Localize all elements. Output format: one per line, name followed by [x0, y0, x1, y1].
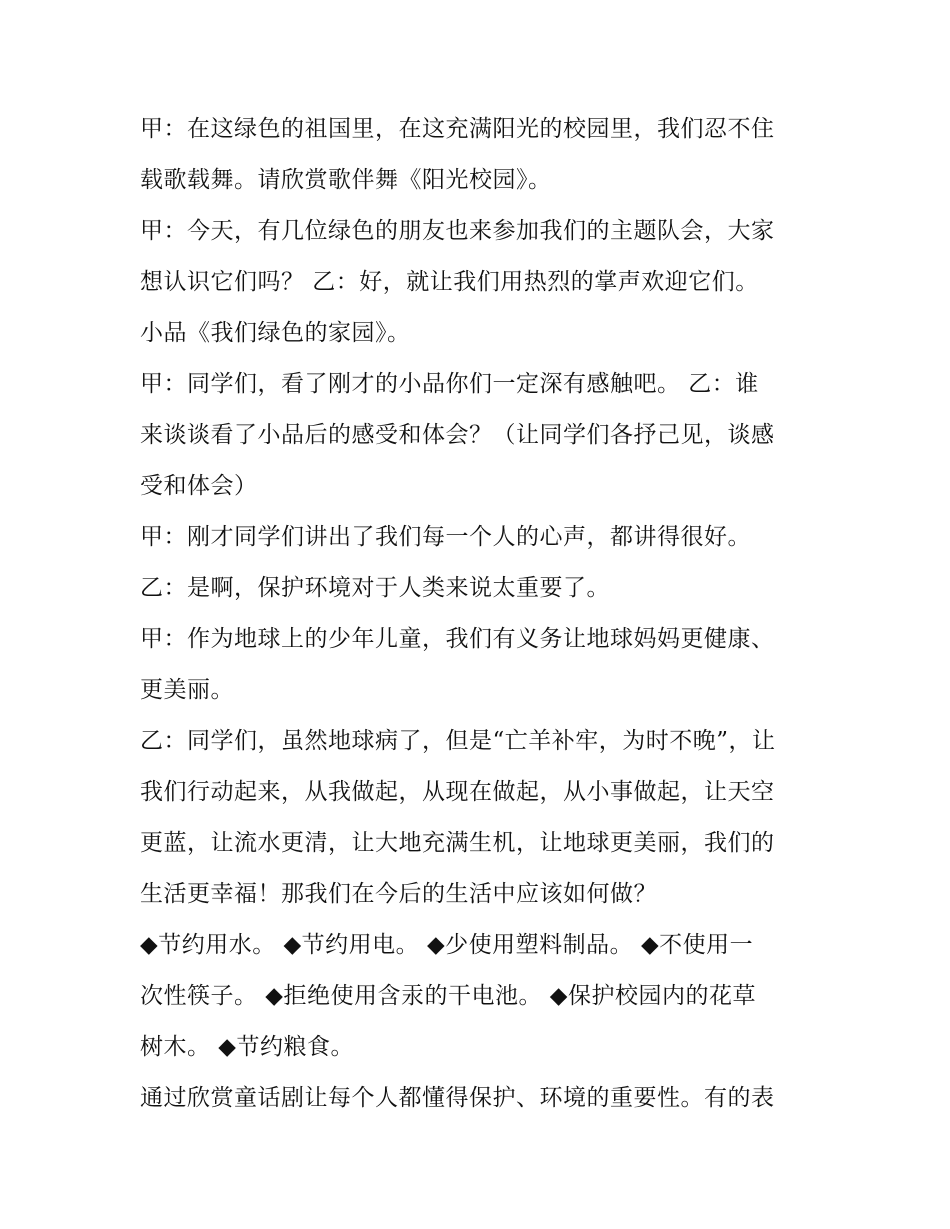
- document-body: [140, 104, 830, 1124]
- text-line: 更美丽。: [140, 677, 234, 703]
- text-line: 甲：刚才同学们讲出了我们每一个人的心声，都讲得很好。: [140, 524, 751, 550]
- text-line: 想认识它们吗？ 乙：好，就让我们用热烈的掌声欢迎它们。: [140, 269, 759, 295]
- bullet-list-line: ◆节约用水。 ◆节约用电。 ◆少使用塑料制品。 ◆不使用一: [140, 932, 754, 958]
- text-line: 乙：是啊，保护环境对于人类来说太重要了。: [140, 575, 610, 601]
- text-line: 甲：今天，有几位绿色的朋友也来参加我们的主题队会，大家: [140, 218, 775, 244]
- text-line: 甲：在这绿色的祖国里，在这充满阳光的校园里，我们忍不住: [140, 116, 775, 142]
- bullet-list-line: 树木。 ◆节约粮食。: [140, 1034, 354, 1060]
- text-line: 来谈谈看了小品后的感受和体会？（让同学们各抒己见，谈感: [140, 422, 775, 448]
- text-line: 更蓝，让流水更清，让大地充满生机，让地球更美丽，我们的: [140, 830, 775, 856]
- text-line: 受和体会）: [140, 473, 258, 499]
- text-line: 甲：作为地球上的少年儿童，我们有义务让地球妈妈更健康、: [140, 626, 775, 652]
- bullet-list-line: 次性筷子。 ◆拒绝使用含汞的干电池。 ◆保护校园内的花草: [140, 983, 756, 1009]
- text-line: 甲：同学们，看了刚才的小品你们一定深有感触吧。 乙：谁: [140, 371, 759, 397]
- text-line: 我们行动起来，从我做起，从现在做起，从小事做起，让天空: [140, 779, 775, 805]
- text-line: 小品《我们绿色的家园》。: [140, 320, 411, 346]
- text-line: 通过欣赏童话剧让每个人都懂得保护、环境的重要性。有的表: [140, 1085, 775, 1111]
- text-line: 乙：同学们，虽然地球病了，但是“亡羊补牢，为时不晚”，让: [140, 728, 776, 754]
- text-line: 载歌载舞。请欣赏歌伴舞《阳光校园》。: [140, 167, 552, 193]
- text-line: 生活更幸福！那我们在今后的生活中应该如何做？: [140, 881, 657, 907]
